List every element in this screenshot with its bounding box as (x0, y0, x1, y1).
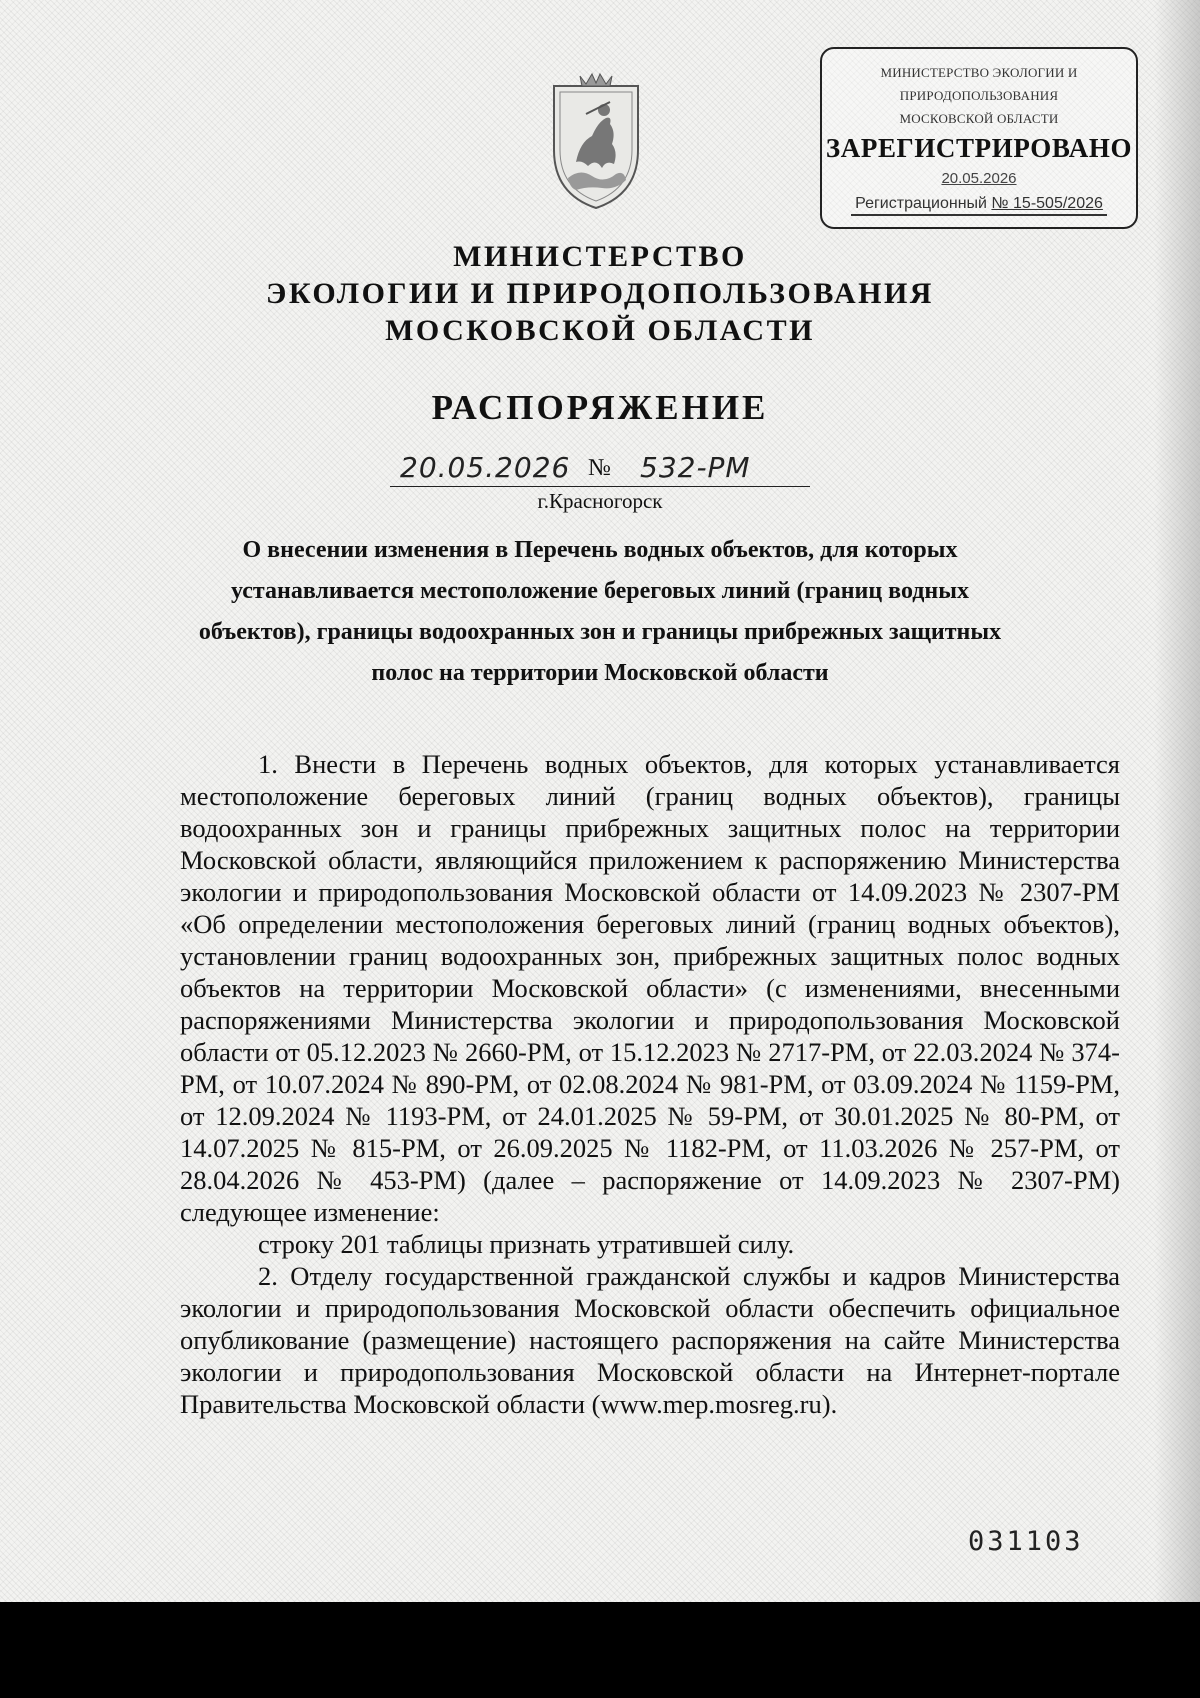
coat-of-arms-emblem (546, 72, 646, 212)
footer-code: 031103 (968, 1526, 1084, 1557)
document-body (180, 748, 1120, 1420)
city-label: г.Красногорск (537, 489, 663, 513)
ministry-line: МОСКОВСКОЙ ОБЛАСТИ (385, 314, 815, 347)
page-edge-shadow (1154, 0, 1200, 1602)
stamp-reg-label: Регистрационный (855, 195, 987, 212)
ministry-line: МИНИСТЕРСТВО (453, 240, 747, 273)
number-sign: № (588, 455, 611, 481)
document-type-title: РАСПОРЯЖЕНИЕ (431, 388, 769, 427)
date-number-line (390, 446, 810, 487)
stamp-registration-number (851, 194, 1107, 216)
stamp-organization (822, 61, 1136, 130)
ministry-line: ЭКОЛОГИИ И ПРИРОДОПОЛЬЗОВАНИЯ (266, 277, 934, 310)
body-paragraph: строку 201 таблицы признать утратившей силу. (258, 1229, 795, 1259)
stamp-date: 20.05.2026 (941, 170, 1017, 187)
body-paragraph: 2. Отделу государственной гражданской службы и кадров Министерства экологии и природопользования Московской области обеспечить официальное опубликование (размещение) настоящего распоряжения на сайте Министерства экологии и природопользования Московской области на Интернет-портале Правительства Московской области (www.mep.mosreg.ru). (180, 1261, 1120, 1419)
registration-stamp (820, 47, 1138, 229)
handwritten-date: 20.05.2026 (400, 451, 571, 484)
scan-background (0, 1602, 1200, 1698)
stamp-org-line: ПРИРОДОПОЛЬЗОВАНИЯ (899, 88, 1059, 103)
stamp-reg-number: № 15-505/2026 (991, 195, 1103, 212)
stamp-status: ЗАРЕГИСТРИРОВАНО (825, 133, 1133, 163)
stamp-org-line: МОСКОВСКОЙ ОБЛАСТИ (899, 111, 1059, 126)
body-paragraph: 1. Внести в Перечень водных объектов, для которых устанавливается местоположение береговых линий (границ водных объектов), границы водоохранных зон и границы прибрежных защитных полос на территории Московской области, являющийся приложением к распоряжению Министерства экологии и природопользования Московской области от 14.09.2023 № 2307-РМ «Об определении местоположения береговых линий (границ водных объектов), установлении границ водоохранных зон, прибрежных защитных полос водных объектов на территории Московской области» (с изменениями, внесенными распоряжениями Министерства экологии и природопользования Московской области от 05.12.2023 № 2660-РМ, от 15.12.2023 № 2717-РМ, от 22.03.2024 № 374-РМ, от 10.07.2024 № 890-РМ, от 02.08.2024 № 981-РМ, от 03.09.2024 № 1159-РМ, от 12.09.2024 № 1193-РМ, от 24.01.2025 № 59-РМ, от 30.01.2025 № 80-РМ, от 14.07.2025 № 815-РМ, от 26.09.2025 № 1182-РМ, от 11.03.2026 № 257-РМ, от 28.04.2026 № 453-РМ) (далее – распоряжение от 14.09.2023 № 2307-РМ) следующее изменение: (180, 749, 1120, 1227)
document-subject: О внесении изменения в Перечень водных объектов, для которых устанавливается местоположение береговых линий (границ водных объектов), границы водоохранных зон и границы прибрежных защитных полос на территории Московской области (198, 537, 1002, 686)
stamp-org-line: МИНИСТЕРСТВО ЭКОЛОГИИ И (880, 65, 1078, 80)
ministry-heading (0, 238, 1200, 349)
handwritten-number: 532-РМ (640, 451, 751, 484)
